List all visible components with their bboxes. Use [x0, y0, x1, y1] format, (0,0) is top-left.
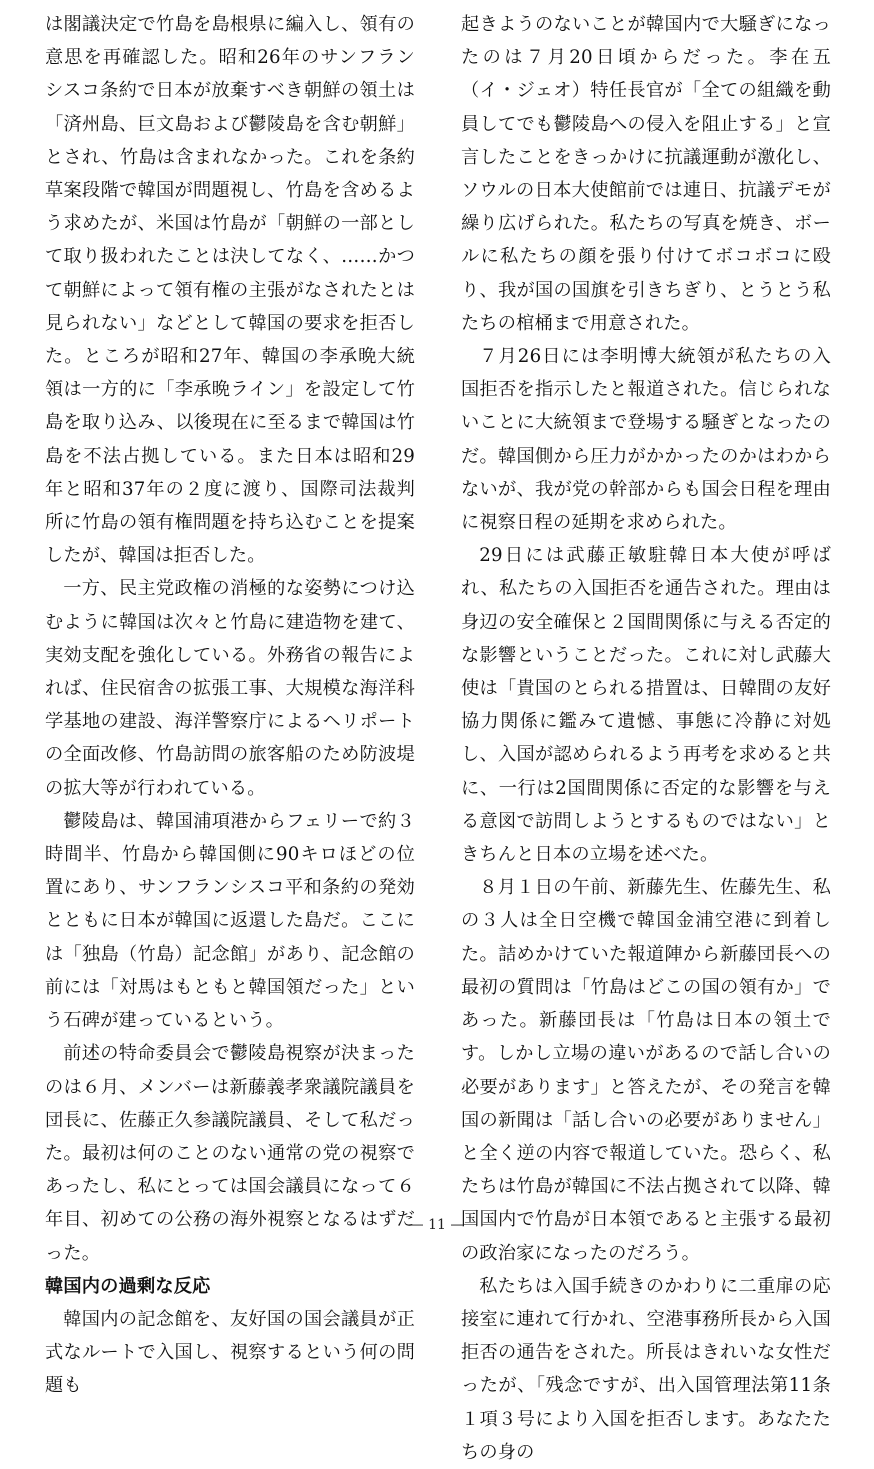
paragraph: 韓国内の記念館を、友好国の国会議員が正式なルートで入国し、視察するという何の問題も	[45, 1308, 415, 1397]
section-heading: 韓国内の過剰な反応	[45, 1275, 211, 1297]
right-column	[461, 8, 831, 1469]
page-number: — 11 —	[409, 1217, 465, 1233]
paragraph: 私たちは入国手続きのかわりに二重扉の応接室に連れて行かれ、空港事務所長から入国拒否の通告をされた。所長はきれいな女性だったが、「残念ですが、出入国管理法第11条１項３号により入国を拒否します。あなたたちの身の	[461, 1275, 831, 1463]
paragraph: 29日には武藤正敏駐韓日本大使が呼ばれ、私たちの入国拒否を通告された。理由は身辺の安全確保と２国間関係に与える否定的な影響ということだった。これに対し武藤大使は「貴国のとられる措置は、日韓間の友好協力関係に鑑みて遺憾、事態に冷静に対処し、入国が認められるよう再考を求めると共に、一行は2国間関係に否定的な影響を与える意図で訪問しようとするものではない」ときちんと日本の立場を述べた。	[461, 545, 831, 866]
paragraph: 一方、民主党政権の消極的な姿勢につけ込むように韓国は次々と竹島に建造物を建て、実効支配を強化している。外務省の報告によれば、住民宿舎の拡張工事、大規模な海洋科学基地の建設、海洋警察庁によるヘリポートの全面改修、竹島訪問の旅客船のため防波堤の拡大等が行われている。	[45, 578, 415, 799]
paragraph: ７月26日には李明博大統領が私たちの入国拒否を指示したと報道された。信じられないことに大統領まで登場する騒ぎとなったのだ。韓国側から圧力がかかったのかはわからないが、我が党の幹部からも国会日程を理由に視察日程の延期を求められた。	[461, 346, 831, 534]
paragraph: 前述の特命委員会で鬱陵島視察が決まったのは６月、メンバーは新藤義孝衆議院議員を団長に、佐藤正久参議院議員、そして私だった。最初は何のことのない通常の党の視察であったし、私にとっては国会議員になって６年目、初めての公務の海外視察となるはずだった。	[45, 1043, 415, 1264]
paragraph: 起きようのないことが韓国内で大騒ぎになったのは７月20日頃からだった。李在五（イ・ジェオ）特任長官が「全ての組織を動員してでも鬱陵島への侵入を阻止する」と宣言したことをきっかけに抗議運動が激化し、ソウルの日本大使館前では連日、抗議デモが繰り広げられた。私たちの写真を焼き、ボールに私たちの顔を張り付けてボコボコに殴り、我が国の国旗を引きちぎり、とうとう私たちの棺桶まで用意された。	[461, 14, 831, 334]
left-column	[45, 8, 415, 1403]
paragraph: は閣議決定で竹島を島根県に編入し、領有の意思を再確認した。昭和26年のサンフランシスコ条約で日本が放棄すべき朝鮮の領土は「済州島、巨文島および鬱陵島を含む朝鮮」とされ、竹島は含まれなかった。これを条約草案段階で韓国が問題視し、竹島を含めるよう求めたが、米国は竹島が「朝鮮の一部として取り扱われたことは決してなく、……かつて朝鮮によって領有権の主張がなされたとは見られない」などとして韓国の要求を拒否した。ところが昭和27年、韓国の李承晩大統領は一方的に「李承晩ライン」を設定して竹島を取り込み、以後現在に至るまで韓国は竹島を不法占拠している。また日本は昭和29年と昭和37年の２度に渡り、国際司法裁判所に竹島の領有権問題を持ち込むことを提案したが、韓国は拒否した。	[45, 14, 415, 567]
paragraph: 鬱陵島は、韓国浦項港からフェリーで約３時間半、竹島から韓国側に90キロほどの位置にあり、サンフランシスコ平和条約の発効とともに日本が韓国に返還した島だ。ここには「独島（竹島）記念館」があり、記念館の前には「対馬はもともと韓国領だった」という石碑が建っているという。	[45, 810, 415, 1032]
paragraph: ８月１日の午前、新藤先生、佐藤先生、私の３人は全日空機で韓国金浦空港に到着した。詰めかけていた報道陣から新藤団長への最初の質問は「竹島はどこの国の領有か」であった。新藤団長は「竹島は日本の領土です。しかし立場の違いがあるので話し合いの必要があります」と答えたが、その発言を韓国の新聞は「話し合いの必要がありません」と全く逆の内容で報道していた。恐らく、私たちは竹島が韓国に不法占拠されて以降、韓国国内で竹島が日本領であると主張する最初の政治家になったのだろう。	[461, 877, 831, 1264]
